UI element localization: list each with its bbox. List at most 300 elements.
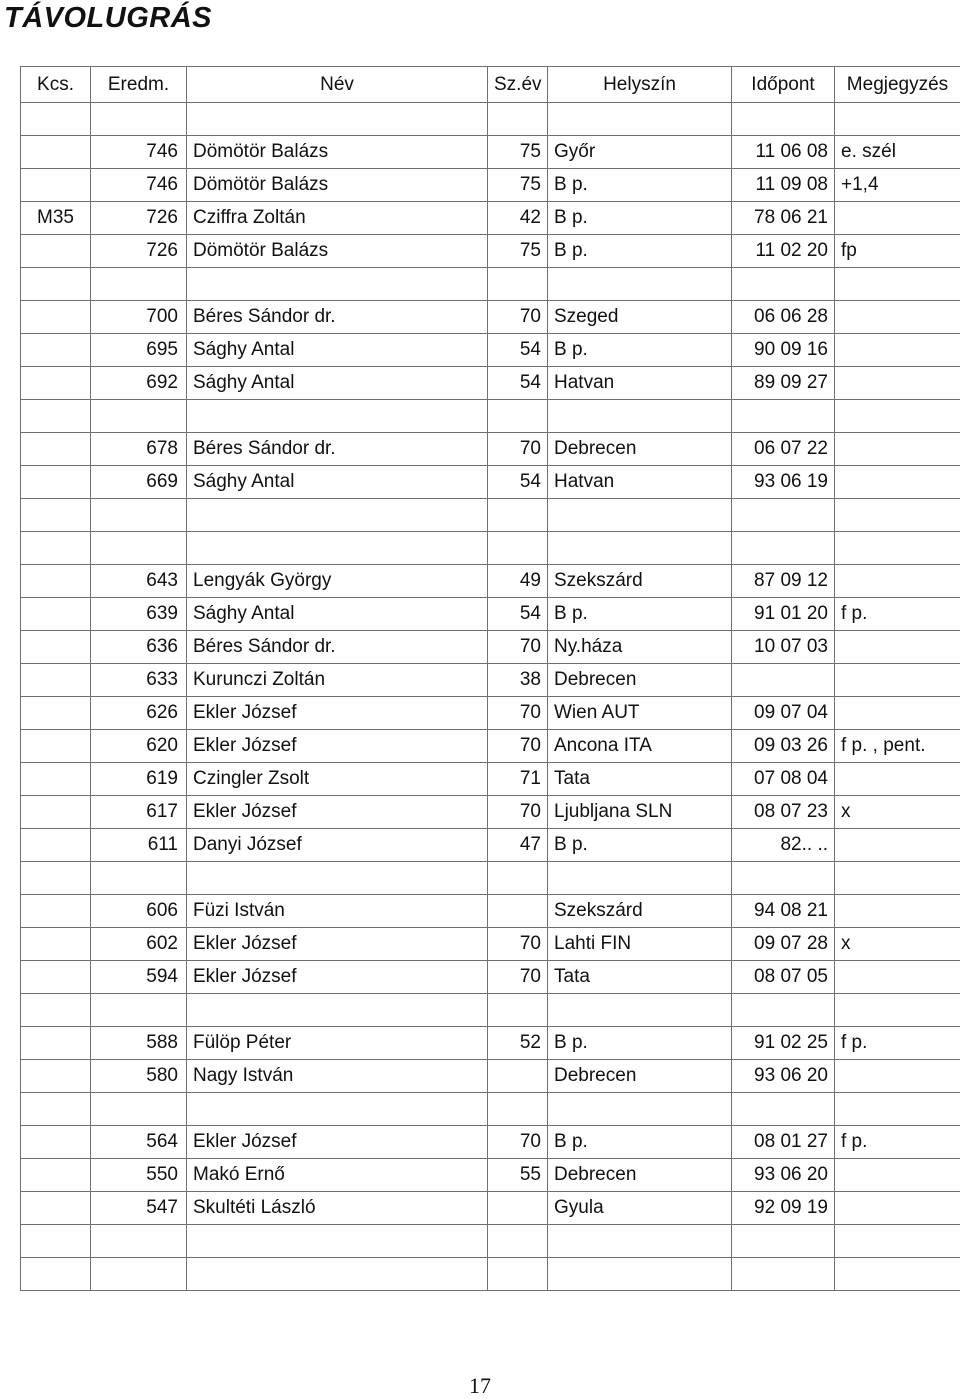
cell-kcs (21, 697, 91, 730)
table-row (21, 1258, 960, 1291)
cell-eredm: 636 (91, 631, 187, 664)
cell-idopont: 87 09 12 (732, 565, 835, 598)
table-row (21, 103, 960, 136)
table-row (21, 1093, 960, 1126)
cell-kcs (21, 664, 91, 697)
cell-nev: Nagy István (187, 1060, 488, 1093)
cell-szev (488, 994, 548, 1027)
cell-nev (187, 1093, 488, 1126)
table-row (21, 994, 960, 1027)
cell-kcs (21, 499, 91, 532)
cell-eredm: 620 (91, 730, 187, 763)
cell-kcs (21, 301, 91, 334)
cell-kcs (21, 994, 91, 1027)
cell-helyszin: B p. (548, 334, 732, 367)
cell-nev (187, 499, 488, 532)
cell-szev: 70 (488, 928, 548, 961)
cell-idopont: 11 06 08 (732, 136, 835, 169)
cell-megjegyzes (835, 202, 960, 235)
cell-eredm: 606 (91, 895, 187, 928)
cell-idopont (732, 1093, 835, 1126)
cell-helyszin: Szekszárd (548, 895, 732, 928)
cell-szev: 70 (488, 961, 548, 994)
cell-szev: 70 (488, 631, 548, 664)
cell-helyszin: Hatvan (548, 466, 732, 499)
table-header-row (21, 67, 960, 103)
cell-kcs (21, 895, 91, 928)
cell-megjegyzes (835, 862, 960, 895)
cell-idopont: 09 03 26 (732, 730, 835, 763)
cell-idopont (732, 532, 835, 565)
cell-nev: Skultéti László (187, 1192, 488, 1225)
cell-megjegyzes (835, 565, 960, 598)
cell-kcs (21, 1093, 91, 1126)
cell-kcs (21, 1126, 91, 1159)
cell-helyszin: Tata (548, 961, 732, 994)
cell-helyszin: Wien AUT (548, 697, 732, 730)
cell-helyszin (548, 499, 732, 532)
cell-nev: Ekler József (187, 928, 488, 961)
cell-szev: 49 (488, 565, 548, 598)
cell-szev: 42 (488, 202, 548, 235)
cell-nev (187, 532, 488, 565)
table-row (21, 598, 960, 631)
cell-nev: Cziffra Zoltán (187, 202, 488, 235)
cell-helyszin: Debrecen (548, 1159, 732, 1192)
cell-szev: 47 (488, 829, 548, 862)
cell-helyszin: B p. (548, 235, 732, 268)
cell-kcs (21, 1060, 91, 1093)
table-row (21, 928, 960, 961)
cell-szev: 38 (488, 664, 548, 697)
cell-nev: Sághy Antal (187, 598, 488, 631)
cell-eredm: 564 (91, 1126, 187, 1159)
cell-helyszin: Ny.háza (548, 631, 732, 664)
cell-megjegyzes (835, 1060, 960, 1093)
cell-eredm: 617 (91, 796, 187, 829)
table-row (21, 1126, 960, 1159)
cell-helyszin: B p. (548, 598, 732, 631)
header-eredm: Eredm. (91, 67, 187, 103)
cell-kcs (21, 631, 91, 664)
cell-helyszin (548, 1093, 732, 1126)
cell-szev: 70 (488, 433, 548, 466)
header-nev: Név (187, 67, 488, 103)
cell-megjegyzes (835, 763, 960, 796)
cell-idopont: 78 06 21 (732, 202, 835, 235)
table-row (21, 433, 960, 466)
cell-nev: Dömötör Balázs (187, 169, 488, 202)
cell-idopont (732, 1258, 835, 1291)
table-row (21, 1225, 960, 1258)
cell-szev (488, 1258, 548, 1291)
cell-megjegyzes (835, 1225, 960, 1258)
cell-idopont: 91 01 20 (732, 598, 835, 631)
cell-nev (187, 400, 488, 433)
table-row (21, 829, 960, 862)
cell-idopont: 92 09 19 (732, 1192, 835, 1225)
cell-kcs (21, 598, 91, 631)
cell-szev: 70 (488, 301, 548, 334)
table-row (21, 1060, 960, 1093)
cell-helyszin: Szekszárd (548, 565, 732, 598)
cell-helyszin: B p. (548, 1126, 732, 1159)
table-row (21, 631, 960, 664)
cell-helyszin: Hatvan (548, 367, 732, 400)
cell-megjegyzes (835, 499, 960, 532)
cell-kcs (21, 1027, 91, 1060)
cell-eredm: 626 (91, 697, 187, 730)
cell-idopont (732, 400, 835, 433)
cell-eredm: 692 (91, 367, 187, 400)
cell-szev: 54 (488, 334, 548, 367)
cell-szev (488, 532, 548, 565)
cell-nev: Ekler József (187, 730, 488, 763)
cell-kcs (21, 763, 91, 796)
cell-eredm (91, 1225, 187, 1258)
header-idopont: Időpont (732, 67, 835, 103)
cell-idopont: 89 09 27 (732, 367, 835, 400)
cell-idopont: 94 08 21 (732, 895, 835, 928)
cell-idopont: 90 09 16 (732, 334, 835, 367)
cell-szev (488, 1225, 548, 1258)
cell-helyszin (548, 268, 732, 301)
table-row (21, 499, 960, 532)
cell-megjegyzes: x (835, 928, 960, 961)
cell-nev: Sághy Antal (187, 466, 488, 499)
table-row (21, 796, 960, 829)
cell-szev (488, 103, 548, 136)
cell-idopont (732, 1225, 835, 1258)
table-row (21, 532, 960, 565)
cell-szev (488, 499, 548, 532)
cell-eredm: 746 (91, 136, 187, 169)
cell-helyszin: Debrecen (548, 1060, 732, 1093)
cell-helyszin (548, 400, 732, 433)
cell-kcs (21, 961, 91, 994)
cell-megjegyzes (835, 268, 960, 301)
cell-kcs: M35 (21, 202, 91, 235)
table-row (21, 334, 960, 367)
table-row (21, 961, 960, 994)
table-row (21, 895, 960, 928)
cell-nev: Ekler József (187, 961, 488, 994)
cell-idopont: 08 07 23 (732, 796, 835, 829)
cell-szev: 54 (488, 598, 548, 631)
cell-megjegyzes (835, 1258, 960, 1291)
cell-szev: 71 (488, 763, 548, 796)
cell-eredm (91, 499, 187, 532)
cell-idopont: 08 07 05 (732, 961, 835, 994)
cell-nev: Füzi István (187, 895, 488, 928)
table-row (21, 1192, 960, 1225)
cell-eredm: 669 (91, 466, 187, 499)
cell-nev (187, 862, 488, 895)
cell-idopont: 10 07 03 (732, 631, 835, 664)
cell-megjegyzes: f p. (835, 1027, 960, 1060)
cell-megjegyzes (835, 103, 960, 136)
cell-eredm (91, 862, 187, 895)
cell-szev: 75 (488, 136, 548, 169)
cell-helyszin: Tata (548, 763, 732, 796)
cell-eredm (91, 1258, 187, 1291)
cell-helyszin: B p. (548, 829, 732, 862)
table-row (21, 763, 960, 796)
cell-helyszin (548, 1225, 732, 1258)
cell-helyszin: Debrecen (548, 433, 732, 466)
cell-megjegyzes: f p. (835, 1126, 960, 1159)
page-title: TÁVOLUGRÁS (4, 2, 212, 35)
cell-idopont: 09 07 28 (732, 928, 835, 961)
cell-megjegyzes: f p. (835, 598, 960, 631)
cell-szev (488, 1192, 548, 1225)
cell-szev: 54 (488, 466, 548, 499)
cell-kcs (21, 103, 91, 136)
cell-nev (187, 1258, 488, 1291)
table-row (21, 136, 960, 169)
cell-eredm: 700 (91, 301, 187, 334)
cell-eredm (91, 532, 187, 565)
cell-szev: 70 (488, 730, 548, 763)
cell-megjegyzes (835, 367, 960, 400)
cell-idopont: 11 09 08 (732, 169, 835, 202)
cell-megjegyzes (835, 829, 960, 862)
cell-nev: Danyi József (187, 829, 488, 862)
table-row (21, 268, 960, 301)
cell-kcs (21, 400, 91, 433)
cell-megjegyzes (835, 532, 960, 565)
table-body (21, 103, 960, 1291)
cell-idopont (732, 103, 835, 136)
cell-helyszin: Győr (548, 136, 732, 169)
cell-megjegyzes: f p. , pent. (835, 730, 960, 763)
cell-szev: 54 (488, 367, 548, 400)
cell-eredm (91, 400, 187, 433)
cell-kcs (21, 862, 91, 895)
cell-kcs (21, 730, 91, 763)
cell-megjegyzes (835, 1093, 960, 1126)
cell-eredm: 550 (91, 1159, 187, 1192)
cell-idopont: 07 08 04 (732, 763, 835, 796)
cell-idopont (732, 862, 835, 895)
cell-nev: Lengyák György (187, 565, 488, 598)
cell-eredm: 619 (91, 763, 187, 796)
table-row (21, 400, 960, 433)
cell-idopont: 08 01 27 (732, 1126, 835, 1159)
cell-nev: Dömötör Balázs (187, 136, 488, 169)
table-row (21, 1027, 960, 1060)
cell-nev: Dömötör Balázs (187, 235, 488, 268)
cell-kcs (21, 466, 91, 499)
cell-nev (187, 994, 488, 1027)
cell-kcs (21, 136, 91, 169)
cell-megjegyzes (835, 1159, 960, 1192)
table-row (21, 367, 960, 400)
table-row (21, 202, 960, 235)
cell-szev: 52 (488, 1027, 548, 1060)
cell-kcs (21, 565, 91, 598)
cell-helyszin (548, 532, 732, 565)
cell-szev (488, 895, 548, 928)
cell-szev: 75 (488, 169, 548, 202)
table-row (21, 301, 960, 334)
cell-idopont: 11 02 20 (732, 235, 835, 268)
cell-megjegyzes (835, 400, 960, 433)
cell-megjegyzes: e. szél (835, 136, 960, 169)
cell-kcs (21, 169, 91, 202)
cell-eredm (91, 268, 187, 301)
cell-szev (488, 400, 548, 433)
cell-nev: Ekler József (187, 1126, 488, 1159)
cell-nev: Ekler József (187, 796, 488, 829)
cell-szev (488, 268, 548, 301)
cell-szev (488, 862, 548, 895)
cell-idopont: 93 06 19 (732, 466, 835, 499)
cell-helyszin (548, 862, 732, 895)
cell-kcs (21, 367, 91, 400)
cell-kcs (21, 433, 91, 466)
cell-eredm: 611 (91, 829, 187, 862)
cell-megjegyzes: x (835, 796, 960, 829)
cell-kcs (21, 1225, 91, 1258)
cell-megjegyzes: +1,4 (835, 169, 960, 202)
cell-megjegyzes (835, 466, 960, 499)
cell-idopont: 93 06 20 (732, 1159, 835, 1192)
cell-szev (488, 1060, 548, 1093)
cell-megjegyzes (835, 961, 960, 994)
cell-nev: Ekler József (187, 697, 488, 730)
cell-helyszin (548, 1258, 732, 1291)
cell-eredm: 726 (91, 202, 187, 235)
cell-eredm: 547 (91, 1192, 187, 1225)
header-megjegyzes: Megjegyzés (835, 67, 960, 103)
cell-kcs (21, 268, 91, 301)
cell-kcs (21, 1192, 91, 1225)
header-szev: Sz.év (488, 67, 548, 103)
cell-nev: Fülöp Péter (187, 1027, 488, 1060)
cell-megjegyzes (835, 994, 960, 1027)
header-kcs: Kcs. (21, 67, 91, 103)
cell-megjegyzes (835, 895, 960, 928)
cell-kcs (21, 1159, 91, 1192)
cell-megjegyzes: fp (835, 235, 960, 268)
cell-nev: Sághy Antal (187, 334, 488, 367)
cell-helyszin: Szeged (548, 301, 732, 334)
cell-megjegyzes (835, 301, 960, 334)
cell-kcs (21, 928, 91, 961)
table-row (21, 697, 960, 730)
table-row (21, 730, 960, 763)
table-row (21, 565, 960, 598)
cell-helyszin (548, 994, 732, 1027)
cell-idopont: 82.. .. (732, 829, 835, 862)
cell-megjegyzes (835, 631, 960, 664)
table-row (21, 664, 960, 697)
cell-eredm: 602 (91, 928, 187, 961)
cell-megjegyzes (835, 1192, 960, 1225)
cell-idopont (732, 994, 835, 1027)
cell-helyszin: Ancona ITA (548, 730, 732, 763)
cell-szev: 75 (488, 235, 548, 268)
cell-nev (187, 268, 488, 301)
cell-kcs (21, 1258, 91, 1291)
cell-eredm: 695 (91, 334, 187, 367)
header-helyszin: Helyszín (548, 67, 732, 103)
cell-eredm: 643 (91, 565, 187, 598)
cell-szev: 70 (488, 796, 548, 829)
cell-helyszin: B p. (548, 169, 732, 202)
cell-idopont: 09 07 04 (732, 697, 835, 730)
cell-nev: Kurunczi Zoltán (187, 664, 488, 697)
cell-eredm (91, 994, 187, 1027)
cell-kcs (21, 796, 91, 829)
cell-eredm: 746 (91, 169, 187, 202)
cell-eredm: 633 (91, 664, 187, 697)
cell-kcs (21, 235, 91, 268)
cell-szev: 70 (488, 697, 548, 730)
cell-eredm (91, 103, 187, 136)
cell-idopont (732, 499, 835, 532)
cell-szev (488, 1093, 548, 1126)
cell-nev: Sághy Antal (187, 367, 488, 400)
cell-eredm (91, 1093, 187, 1126)
cell-kcs (21, 829, 91, 862)
table-row (21, 862, 960, 895)
cell-kcs (21, 334, 91, 367)
cell-helyszin: B p. (548, 1027, 732, 1060)
page-number: 17 (0, 1373, 960, 1399)
cell-helyszin: Debrecen (548, 664, 732, 697)
cell-eredm: 726 (91, 235, 187, 268)
cell-szev: 70 (488, 1126, 548, 1159)
table-row (21, 1159, 960, 1192)
cell-eredm: 580 (91, 1060, 187, 1093)
cell-nev (187, 1225, 488, 1258)
cell-idopont (732, 268, 835, 301)
cell-idopont: 91 02 25 (732, 1027, 835, 1060)
table-row (21, 235, 960, 268)
cell-megjegyzes (835, 433, 960, 466)
table-row (21, 169, 960, 202)
cell-idopont: 93 06 20 (732, 1060, 835, 1093)
cell-helyszin (548, 103, 732, 136)
cell-kcs (21, 532, 91, 565)
table-row (21, 466, 960, 499)
cell-nev: Béres Sándor dr. (187, 631, 488, 664)
cell-helyszin: B p. (548, 202, 732, 235)
cell-megjegyzes (835, 697, 960, 730)
cell-helyszin: Gyula (548, 1192, 732, 1225)
cell-nev: Béres Sándor dr. (187, 301, 488, 334)
cell-eredm: 639 (91, 598, 187, 631)
cell-nev (187, 103, 488, 136)
cell-eredm: 678 (91, 433, 187, 466)
cell-idopont (732, 664, 835, 697)
cell-idopont: 06 07 22 (732, 433, 835, 466)
cell-szev: 55 (488, 1159, 548, 1192)
cell-idopont: 06 06 28 (732, 301, 835, 334)
cell-helyszin: Ljubljana SLN (548, 796, 732, 829)
cell-eredm: 588 (91, 1027, 187, 1060)
results-table (20, 66, 960, 1291)
cell-eredm: 594 (91, 961, 187, 994)
cell-megjegyzes (835, 664, 960, 697)
cell-megjegyzes (835, 334, 960, 367)
cell-nev: Béres Sándor dr. (187, 433, 488, 466)
cell-nev: Makó Ernő (187, 1159, 488, 1192)
cell-nev: Czingler Zsolt (187, 763, 488, 796)
cell-helyszin: Lahti FIN (548, 928, 732, 961)
